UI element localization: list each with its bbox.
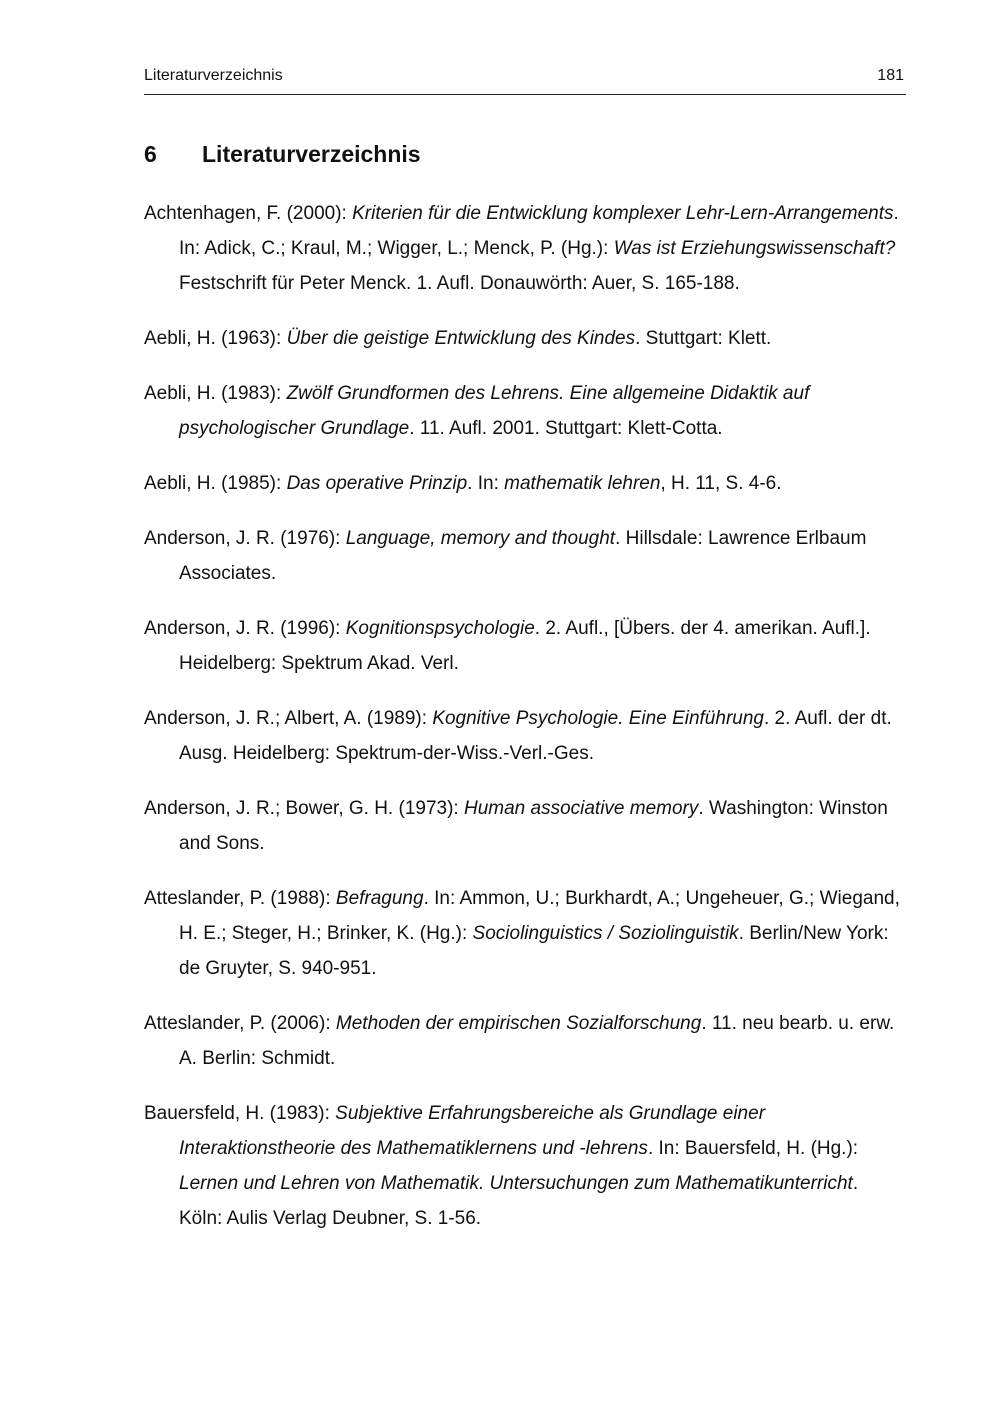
entry-title-segment: Subjektive Erfahrungsbereiche als Grundlage einer Interaktionstheorie des Mathematiklernens und -lehrens: [179, 1103, 766, 1159]
entry-title-segment: Language, memory and thought: [345, 528, 616, 549]
entry-title-segment: Das operative Prinzip: [286, 473, 468, 494]
chapter-number: 6: [144, 141, 157, 167]
entry-text-segment: . Stuttgart: Klett.: [635, 328, 772, 349]
bibliography-entry: [144, 521, 906, 591]
entry-text-segment: . 11. Aufl. 2001. Stuttgart: Klett-Cotta.: [409, 418, 723, 439]
entry-title-segment: mathematik lehren: [504, 473, 661, 494]
bibliography-entry: [144, 196, 906, 301]
entry-text-segment: . 2. Aufl., [Übers. der 4. amerikan. Aufl.]. Heidelberg: Spektrum Akad. Verl.: [179, 618, 871, 674]
bibliography-entry: [144, 881, 906, 986]
entry-text-segment: Bauersfeld, H. (1983):: [144, 1103, 336, 1124]
entry-text-segment: . 2. Aufl. der dt. Ausg. Heidelberg: Spektrum-der-Wiss.-Verl.-Ges.: [179, 708, 892, 764]
entry-title-segment: Befragung: [335, 888, 424, 909]
running-header: [144, 64, 906, 95]
entry-text-segment: Atteslander, P. (2006):: [144, 1013, 336, 1034]
entry-text-segment: Festschrift für Peter Menck. 1. Aufl. Donauwörth: Auer, S. 165-188.: [179, 273, 740, 294]
entry-text-segment: Atteslander, P. (1988):: [144, 888, 336, 909]
bibliography-entry: [144, 1006, 906, 1076]
entry-text-segment: . Köln: Aulis Verlag Deubner, S. 1-56.: [179, 1173, 859, 1229]
entry-title-segment: Lernen und Lehren von Mathematik. Untersuchungen zum Mathematikunterricht: [179, 1173, 853, 1194]
chapter-title: Literaturverzeichnis: [202, 141, 421, 167]
entry-title-segment: Kognitionspsychologie: [345, 618, 535, 639]
chapter-heading: [144, 139, 421, 169]
bibliography-entry: [144, 1096, 906, 1236]
entry-text-segment: . In:: [467, 473, 505, 494]
entry-title-segment: Kognitive Psychologie. Eine Einführung: [432, 708, 764, 729]
entry-text-segment: Anderson, J. R.; Albert, A. (1989):: [144, 708, 433, 729]
running-title: Literaturverzeichnis: [144, 67, 283, 84]
entry-text-segment: . 11. neu bearb. u. erw. A. Berlin: Schmidt.: [179, 1013, 895, 1069]
bibliography-entry: [144, 701, 906, 771]
entry-title-segment: Methoden der empirischen Sozialforschung: [335, 1013, 702, 1034]
bibliography-entry: [144, 321, 906, 356]
entry-text-segment: . Washington: Winston and Sons.: [179, 798, 888, 854]
entry-text-segment: Anderson, J. R. (1976):: [144, 528, 346, 549]
entry-text-segment: Aebli, H. (1985):: [144, 473, 287, 494]
entry-title-segment: Zwölf Grundformen des Lehrens. Eine allgemeine Didaktik auf psychologischer Grundlage: [179, 383, 810, 439]
entry-text-segment: Achtenhagen, F. (2000):: [144, 203, 353, 224]
entry-text-segment: Aebli, H. (1983):: [144, 383, 287, 404]
entry-text-segment: , H. 11, S. 4-6.: [660, 473, 782, 494]
entry-text-segment: . In: Adick, C.; Kraul, M.; Wigger, L.; Menck, P. (Hg.):: [179, 203, 899, 259]
bibliography-list: [144, 196, 906, 1256]
entry-title-segment: Was ist Erziehungswissenschaft?: [613, 238, 896, 259]
bibliography-entry: [144, 466, 906, 501]
entry-title-segment: Sociolinguistics / Soziolinguistik: [472, 923, 739, 944]
entry-title-segment: Human associative memory: [463, 798, 699, 819]
bibliography-entry: [144, 791, 906, 861]
entry-title-segment: Kriterien für die Entwicklung komplexer Lehr-Lern-Arrangements: [352, 203, 894, 224]
entry-title-segment: Über die geistige Entwicklung des Kindes: [286, 328, 636, 349]
page-number: 181: [877, 67, 904, 84]
entry-text-segment: . In: Bauersfeld, H. (Hg.):: [647, 1138, 859, 1159]
entry-text-segment: . Hillsdale: Lawrence Erlbaum Associates.: [179, 528, 867, 584]
entry-text-segment: Anderson, J. R. (1996):: [144, 618, 346, 639]
bibliography-entry: [144, 611, 906, 681]
bibliography-entry: [144, 376, 906, 446]
entry-text-segment: Anderson, J. R.; Bower, G. H. (1973):: [144, 798, 464, 819]
entry-text-segment: . In: Ammon, U.; Burkhardt, A.; Ungeheuer, G.; Wiegand, H. E.; Steger, H.; Brinker, K. (Hg.):: [179, 888, 900, 944]
entry-text-segment: . Berlin/New York: de Gruyter, S. 940-951.: [179, 923, 889, 979]
entry-text-segment: Aebli, H. (1963):: [144, 328, 287, 349]
